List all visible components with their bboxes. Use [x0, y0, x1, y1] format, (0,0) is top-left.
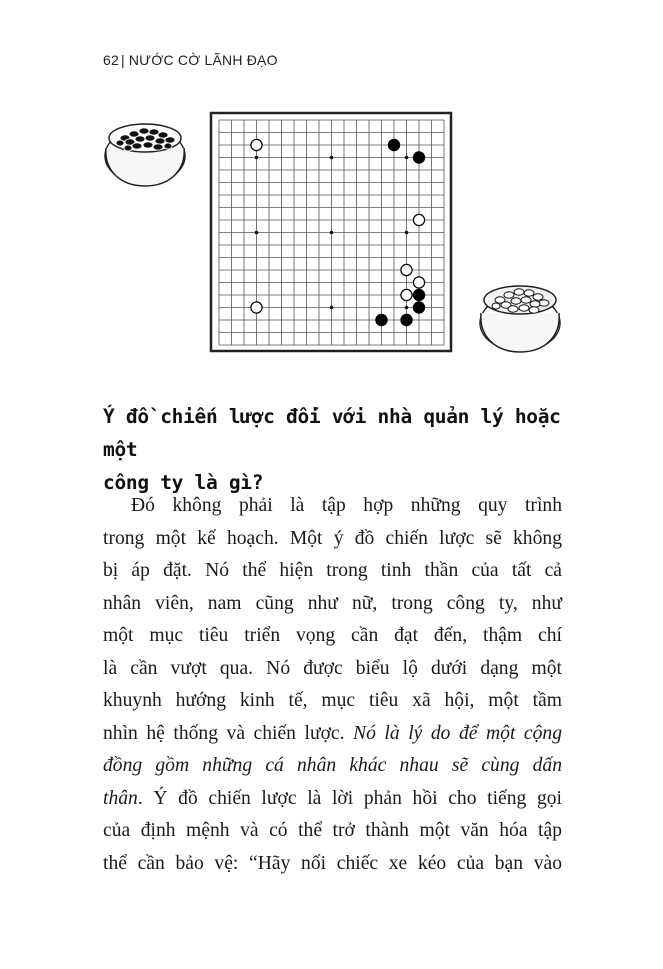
star-point	[405, 156, 409, 160]
body-text: . Ý đồ chiến lược là lời phản hồi cho tiếng gọi	[137, 787, 562, 809]
body-line: là cần vượt qua. Nó được biểu lộ dưới dạng một	[103, 657, 562, 679]
body-line: bị áp đặt. Nó thể hiện trong tinh thần của tất cả	[103, 560, 562, 581]
black-stone	[413, 302, 424, 313]
go-board-illustration	[100, 108, 570, 358]
header-separator: |	[120, 52, 125, 68]
body-line	[103, 783, 562, 816]
black-stone	[413, 152, 424, 163]
white-stone-bowl-icon	[480, 286, 560, 352]
body-italic-text: đồng gồm những cá nhân khác nhau sẽ cùng dấn	[103, 755, 562, 776]
book-title: NƯỚC CỜ LÃNH ĐẠO	[128, 52, 278, 68]
black-stone	[401, 314, 412, 325]
white-stone	[413, 214, 424, 225]
star-point	[405, 306, 409, 310]
heading-line-2: công ty là gì?	[103, 471, 264, 494]
body-line	[103, 750, 562, 783]
star-point	[255, 231, 259, 235]
star-point	[255, 156, 259, 160]
black-stone-bowl-icon	[105, 124, 185, 186]
body-line: một mục tiêu triển vọng cần đạt đến, thậm chí	[103, 625, 562, 646]
white-stone	[251, 302, 262, 313]
white-stone	[401, 289, 412, 300]
body-text: nhìn hệ thống và chiến lược.	[103, 722, 354, 744]
body-line: trong một kế hoạch. Một ý đồ chiến lược sẽ không	[103, 527, 562, 549]
white-stone	[413, 277, 424, 288]
body-italic-text: Nó là lý do để một cộng	[353, 722, 562, 744]
go-board	[211, 113, 451, 351]
running-head	[103, 52, 278, 68]
black-stone	[376, 314, 387, 325]
star-point	[405, 231, 409, 235]
star-point	[330, 306, 334, 310]
white-stone	[251, 139, 262, 150]
star-point	[330, 231, 334, 235]
body-italic-text: thân	[103, 787, 138, 809]
white-stone	[401, 264, 412, 275]
body-line: của định mệnh và có thể trở thành một văn hóa tập	[103, 820, 562, 841]
heading-line-1: Ý đồ chiến lược đối với nhà quản lý hoặc một	[103, 405, 561, 461]
black-stone	[413, 289, 424, 300]
body-line: Đó không phải là tập hợp những quy trình	[131, 495, 562, 516]
body-paragraph	[103, 490, 562, 880]
body-line: nhân viên, nam cũng như nữ, trong công ty, như	[103, 592, 562, 614]
body-line: khuynh hướng kinh tế, mục tiêu xã hội, một tầm	[103, 690, 562, 711]
section-heading	[103, 400, 565, 499]
star-point	[330, 156, 334, 160]
body-line	[103, 718, 562, 751]
go-figure-svg	[100, 108, 570, 358]
body-line: thể cần bảo vệ: “Hãy nối chiếc xe kéo của bạn vào	[103, 852, 562, 874]
black-stone	[388, 139, 399, 150]
page-number: 62	[103, 52, 119, 68]
